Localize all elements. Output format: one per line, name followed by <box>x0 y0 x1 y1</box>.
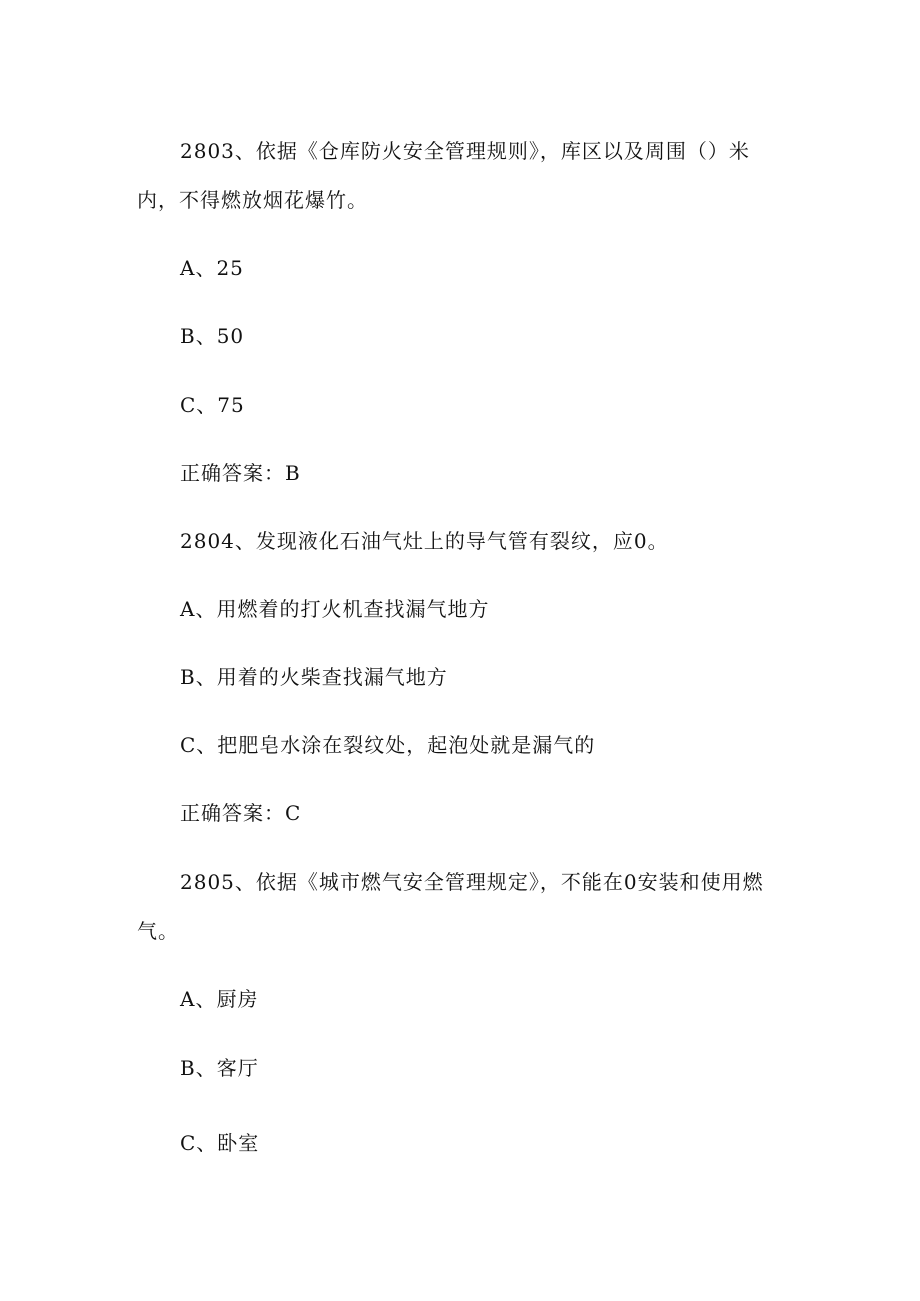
question-2804-line1: 2804、发现液化石油气灶上的导气管有裂纹，应0。 <box>180 529 669 553</box>
question-2803-line1: 2803、依据《仓库防火安全管理规则》，库区以及周围（）米 <box>180 139 750 163</box>
question-2804-answer: 正确答案：C <box>180 801 302 825</box>
question-2804-option-c: C、把肥皂水涂在裂纹处，起泡处就是漏气的 <box>180 733 596 757</box>
question-2805-line2: 气。 <box>137 919 179 943</box>
question-2803-option-c: C、75 <box>180 393 245 417</box>
question-2805-option-c: C、卧室 <box>180 1131 260 1155</box>
question-2804-option-b: B、用着的火柴查找漏气地方 <box>180 665 448 689</box>
question-2805-option-b: B、客厅 <box>180 1056 259 1080</box>
question-2805-option-a: A、厨房 <box>180 987 259 1011</box>
question-2803-answer: 正确答案：B <box>180 461 301 485</box>
question-2803-line2: 内，不得燃放烟花爆竹。 <box>137 188 368 212</box>
question-2803-option-a: A、25 <box>180 256 244 280</box>
question-2804-option-a: A、用燃着的打火机查找漏气地方 <box>180 597 490 621</box>
question-2805-line1: 2805、依据《城市燃气安全管理规定》，不能在0安装和使用燃 <box>180 870 764 894</box>
question-2803-option-b: B、50 <box>180 324 245 348</box>
